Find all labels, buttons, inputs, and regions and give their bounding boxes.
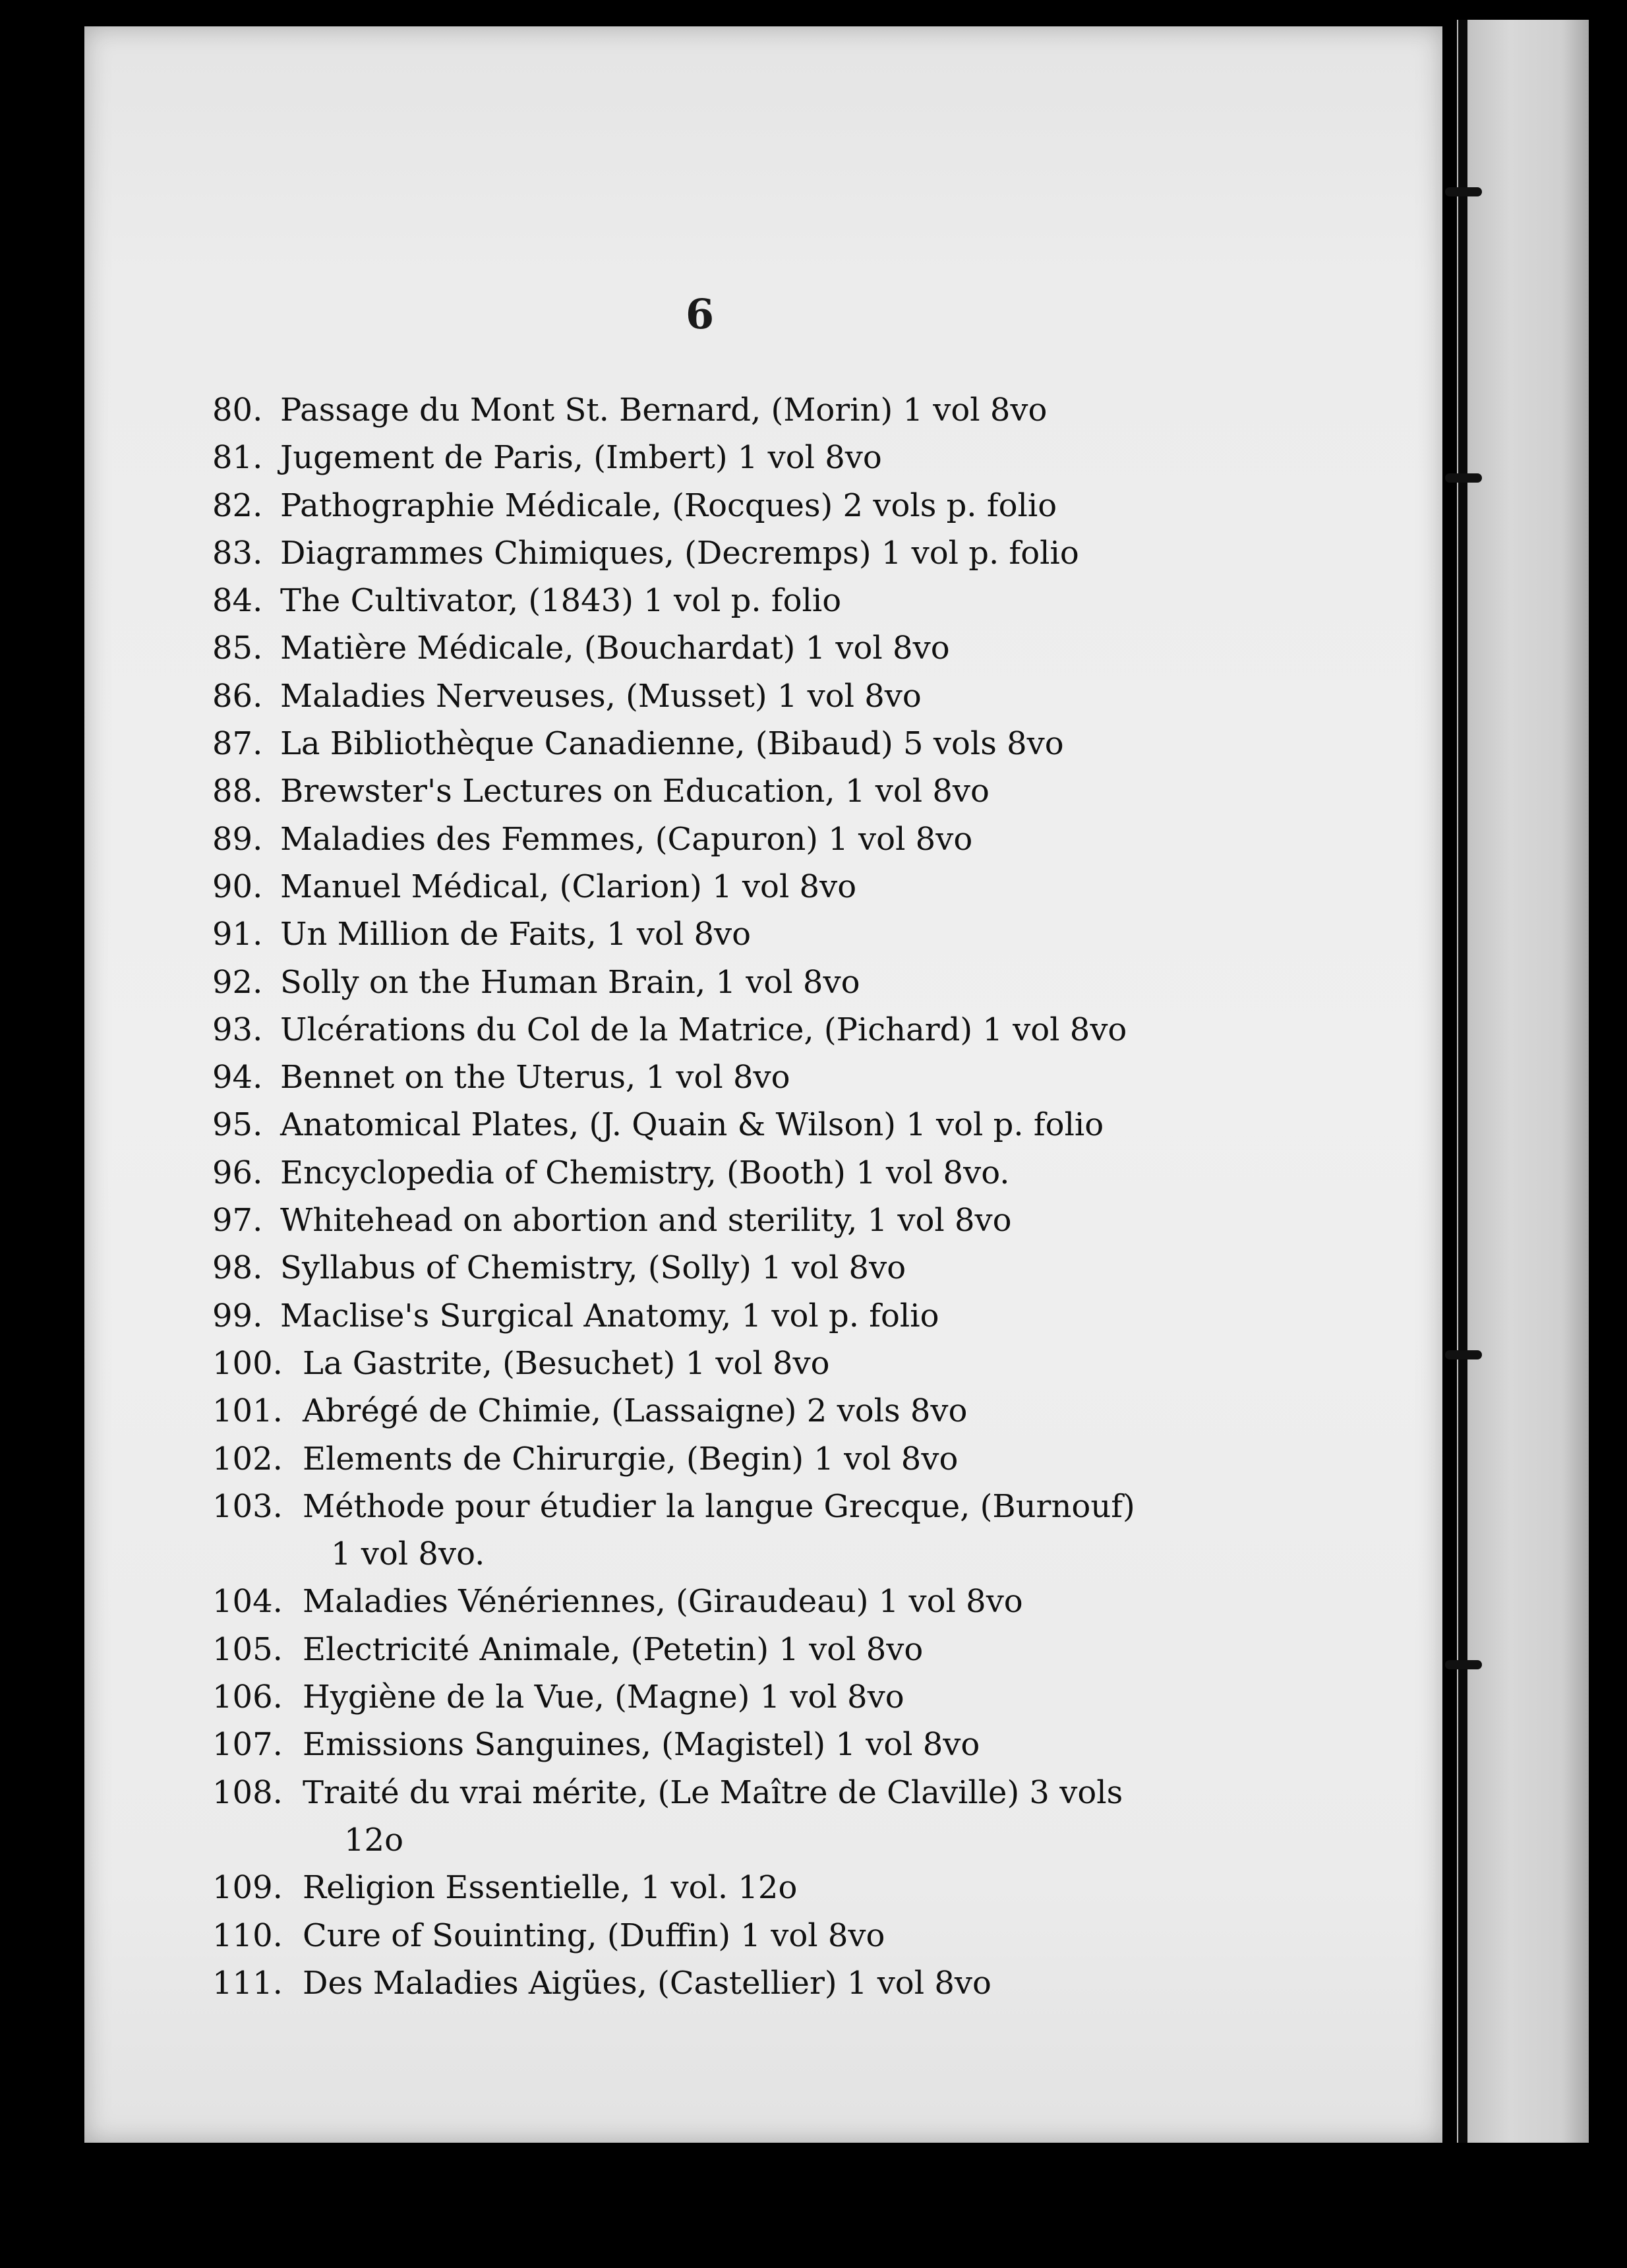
entry-text: Bennet on the Uterus, 1 vol 8vo [280,1059,790,1096]
catalogue-entry [212,1340,1465,1387]
entry-number: 84. [212,582,263,620]
catalogue-entry [212,1197,1465,1244]
entry-number: 90. [212,868,263,905]
catalogue-entry [212,434,1465,481]
entry-number: 106. [212,1679,283,1716]
catalogue-entry [212,1435,1465,1483]
entry-text: La Gastrite, (Besuchet) 1 vol 8vo [303,1344,830,1382]
entry-text: Emissions Sanguines, (Magistel) 1 vol 8vo [303,1726,980,1764]
catalogue-entry [212,577,1465,624]
entry-text: Matière Médicale, (Bouchardat) 1 vol 8vo [280,630,950,667]
catalogue-entry [212,863,1465,910]
catalogue-entry [212,767,1465,815]
entry-number: 99. [212,1297,263,1334]
entry-number: 108. [212,1774,283,1811]
entry-text: Passage du Mont St. Bernard, (Morin) 1 vol 8vo [280,392,1048,429]
entry-text: Maclise's Surgical Anatomy, 1 vol p. folio [280,1297,939,1334]
catalogue-entry [212,1006,1465,1054]
entry-number: 87. [212,725,263,763]
entry-number: 95. [212,1106,263,1144]
catalogue-list [212,386,1465,2007]
entry-text: Traité du vrai mérite, (Le Maître de Claville) 3 vols [303,1774,1123,1811]
entry-number: 110. [212,1917,283,1954]
entry-text: Cure of Souinting, (Duffin) 1 vol 8vo [303,1917,885,1954]
entry-number: 82. [212,487,263,524]
entry-text: Electricité Animale, (Petetin) 1 vol 8vo [303,1630,924,1668]
entry-text: Diagrammes Chimiques, (Decremps) 1 vol p. folio [280,534,1079,572]
catalogue-entry [212,1912,1465,1959]
entry-number: 92. [212,963,263,1001]
entry-number: 100. [212,1344,283,1382]
catalogue-entry [212,529,1465,577]
entry-text: Des Maladies Aigües, (Castellier) 1 vol 8vo [303,1964,991,2002]
catalogue-entry [212,1292,1465,1340]
entry-number: 80. [212,392,263,429]
catalogue-entry [212,1244,1465,1292]
catalogue-entry [212,1673,1465,1721]
entry-text: Maladies Vénériennes, (Giraudeau) 1 vol 8vo [303,1583,1023,1621]
entry-text: Méthode pour étudier la langue Grecque, (Burnouf) [303,1487,1135,1525]
entry-number: 107. [212,1726,283,1764]
entry-number: 85. [212,630,263,667]
entry-number: 93. [212,1011,263,1048]
entry-number: 103. [212,1487,283,1525]
entry-text: Whitehead on abortion and sterility, 1 vol 8vo [280,1202,1012,1239]
entry-text: La Bibliothèque Canadienne, (Bibaud) 5 vols 8vo [280,725,1064,763]
entry-number: 97. [212,1202,263,1239]
catalogue-entry [212,720,1465,767]
catalogue-entry [212,1101,1465,1149]
entry-number: 81. [212,439,263,477]
catalogue-entry-continuation [212,1816,1465,1864]
entry-number: 101. [212,1392,283,1430]
entry-number: 109. [212,1869,283,1907]
entry-number: 83. [212,534,263,572]
catalogue-entry [212,1054,1465,1101]
catalogue-entry [212,1149,1465,1197]
entry-text: 1 vol 8vo. [331,1536,485,1573]
entry-text: Jugement de Paris, (Imbert) 1 vol 8vo [280,439,882,477]
entry-number: 104. [212,1583,283,1621]
catalogue-entry [212,1864,1465,1911]
entry-number: 91. [212,916,263,953]
entry-number: 86. [212,677,263,715]
entry-text: Solly on the Human Brain, 1 vol 8vo [280,963,860,1001]
entry-text: Elements de Chirurgie, (Begin) 1 vol 8vo [303,1440,959,1477]
entry-text: Syllabus of Chemistry, (Solly) 1 vol 8vo [280,1249,906,1287]
binding-stitch [1445,187,1482,196]
catalogue-entry [212,1578,1465,1625]
entry-number: 102. [212,1440,283,1477]
catalogue-entry [212,959,1465,1006]
facing-page-edge [1457,20,1589,2143]
entry-text: Brewster's Lectures on Education, 1 vol 8vo [280,773,990,810]
catalogue-entry [212,1483,1465,1530]
entry-number: 96. [212,1154,263,1191]
entry-text: Encyclopedia of Chemistry, (Booth) 1 vol 8vo. [280,1154,1010,1191]
catalogue-entry [212,1626,1465,1673]
entry-number: 88. [212,773,263,810]
catalogue-entry [212,1721,1465,1768]
catalogue-entry [212,910,1465,958]
catalogue-entry [212,1769,1465,1816]
entry-text: Religion Essentielle, 1 vol. 12o [303,1869,798,1907]
entry-number: 105. [212,1630,283,1668]
entry-number: 94. [212,1059,263,1096]
entry-text: Hygiène de la Vue, (Magne) 1 vol 8vo [303,1679,904,1716]
catalogue-entry [212,1387,1465,1435]
catalogue-entry [212,482,1465,529]
entry-number: 98. [212,1249,263,1287]
entry-text: Manuel Médical, (Clarion) 1 vol 8vo [280,868,857,905]
entry-text: Maladies des Femmes, (Capuron) 1 vol 8vo [280,820,973,858]
entry-text: Anatomical Plates, (J. Quain & Wilson) 1 vol p. folio [280,1106,1104,1144]
catalogue-entry [212,1959,1465,2007]
catalogue-entry [212,672,1465,720]
entry-text: Abrégé de Chimie, (Lassaigne) 2 vols 8vo [303,1392,968,1430]
entry-text: Maladies Nerveuses, (Musset) 1 vol 8vo [280,677,922,715]
catalogue-entry [212,386,1465,434]
entry-number: 89. [212,820,263,858]
catalogue-entry-continuation [212,1530,1465,1578]
page-number: 6 [686,290,715,338]
entry-number: 111. [212,1964,283,2002]
entry-text: 12o [344,1821,403,1859]
entry-text: Pathographie Médicale, (Rocques) 2 vols p. folio [280,487,1057,524]
entry-text: The Cultivator, (1843) 1 vol p. folio [280,582,842,620]
entry-text: Un Million de Faits, 1 vol 8vo [280,916,752,953]
catalogue-entry [212,816,1465,863]
catalogue-entry [212,624,1465,672]
entry-text: Ulcérations du Col de la Matrice, (Pichard) 1 vol 8vo [280,1011,1127,1048]
